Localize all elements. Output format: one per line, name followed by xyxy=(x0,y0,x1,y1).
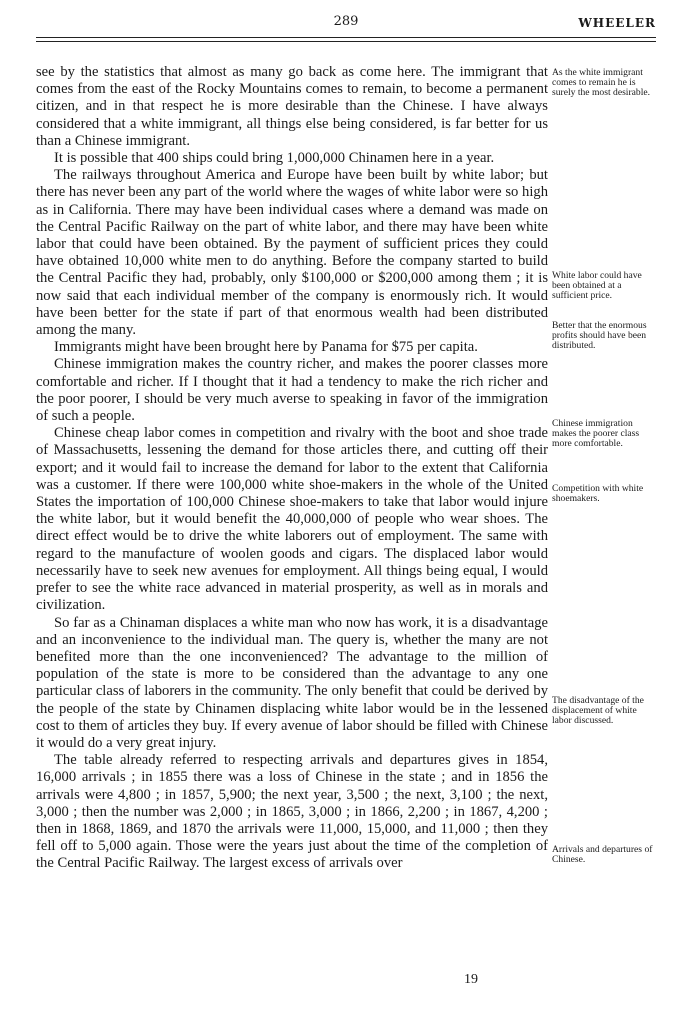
margin-note: Competition with white shoemakers. xyxy=(552,483,644,505)
page-header xyxy=(36,8,656,34)
margin-note: White labor could have been obtained at a sufficient price. xyxy=(552,270,642,302)
signature-number: 19 xyxy=(464,972,478,987)
paragraph: Chinese cheap labor comes in competition and rivalry with the boot and shoe trade of Massachusetts, lessening the demand for those articles there, and cutting off their export; and it would fail to increase the demand for labor to the extent that California was a customer. If there were 100,000 white shoe-makers in the whole of the United States the importation of 100,000 Chinese shoe-makers to take that labor would injure the white labor, but it would benefit the 40,000,000 of people who wear shoes. The direct effect would be to drive the white laborers out of employment. The same with regard to the manufacture of woolen goods and cigars. The displaced labor would necessarily have to seek new avenues for employment. All things being equal, I would prefer to see the white race advanced in material prosperity, as well as in morals and civilization. xyxy=(36,425,548,614)
running-head: WHEELER xyxy=(578,16,656,30)
margin-note: The disadvantage of the displacement of white labor discussed. xyxy=(552,695,644,727)
margin-note: Better that the enormous profits should have been distributed. xyxy=(552,320,647,352)
paragraph: Chinese immigration makes the country richer, and makes the poorer classes more comfortable and richer. If I thought that it had a tendency to make the rich richer and the poor poorer, I should be very much averse to speaking in favor of the immigration of such a people. xyxy=(36,356,548,425)
margin-note: Chinese immigration makes the poorer class more comfortable. xyxy=(552,418,640,450)
paragraph: see by the statistics that almost as many go back as come here. The immigrant that comes from the east of the Rocky Mountains comes to remain, to become a permanent citizen, and in that respect he is more desirable than the Chinese. I have always considered that a white immigrant, all things else being considered, is far better for us than a Chinese immigrant. xyxy=(36,64,548,149)
paragraph: The railways throughout America and Europe have been built by white labor; but there has never been any part of the world where the wages of white labor were so high as in California. There may have been individual cases where a demand was made on the Central Pacific Railway on the part of white labor, and there may have been white labor that could have been obtained. By the payment of sufficient prices they could have obtained 10,000 white men to do anything. Before the company started to build the Central Pacific they had, probably, only $100,000 or $200,000 among them ; it is now said that each individual member of the company is enormously rich. It would have been better for the state if part of that enormous wealth had been distributed among the many. xyxy=(36,167,548,339)
paragraph: The table already referred to respecting arrivals and departures gives in 1854, 16,000 arrivals ; in 1855 there was a loss of Chinese in the state ; and in 1856 the arrivals were 4,800 ; in 1857, 5,900; the next year, 3,500 ; the next, 3,100 ; the next, 3,000 ; then the number was 2,000 ; in 1865, 3,000 ; in 1866, 2,200 ; in 1867, 4,200 ; then in 1868, 1869, and 1870 the arrivals were 11,000, 15,000, and 11,000 ; then they fell off to 5,000 again. Those were the years just about the time of the completion of the Central Pacific Railway. The largest excess of arrivals over xyxy=(36,752,548,872)
paragraph: Immigrants might have been brought here by Panama for $75 per capita. xyxy=(54,339,478,356)
body-text xyxy=(36,64,548,873)
margin-note: Arrivals and departures of Chinese. xyxy=(552,844,653,866)
header-rule xyxy=(36,37,656,38)
margin-note: As the white immigrant comes to remain he is surely the most desirable. xyxy=(552,67,651,99)
paragraph: So far as a Chinaman displaces a white man who now has work, it is a disadvantage and an inconvenience to the individual man. The query is, whether the many are not benefited more than the one inconvenienced? The advantage to the million of population of the state is more to be considered than the advantage to any one particular class of laborers in the community. The only benefit that could be derived by the people of the state by Chinamen displacing white labor would be in the lessened cost to them of articles they buy. If every avenue of labor should be filled with Chinese it would do a very great injury. xyxy=(36,614,548,751)
page-number: 289 xyxy=(333,14,359,29)
paragraph: It is possible that 400 ships could bring 1,000,000 Chinamen here in a year. xyxy=(54,150,495,167)
header-rule-thin xyxy=(36,41,656,42)
